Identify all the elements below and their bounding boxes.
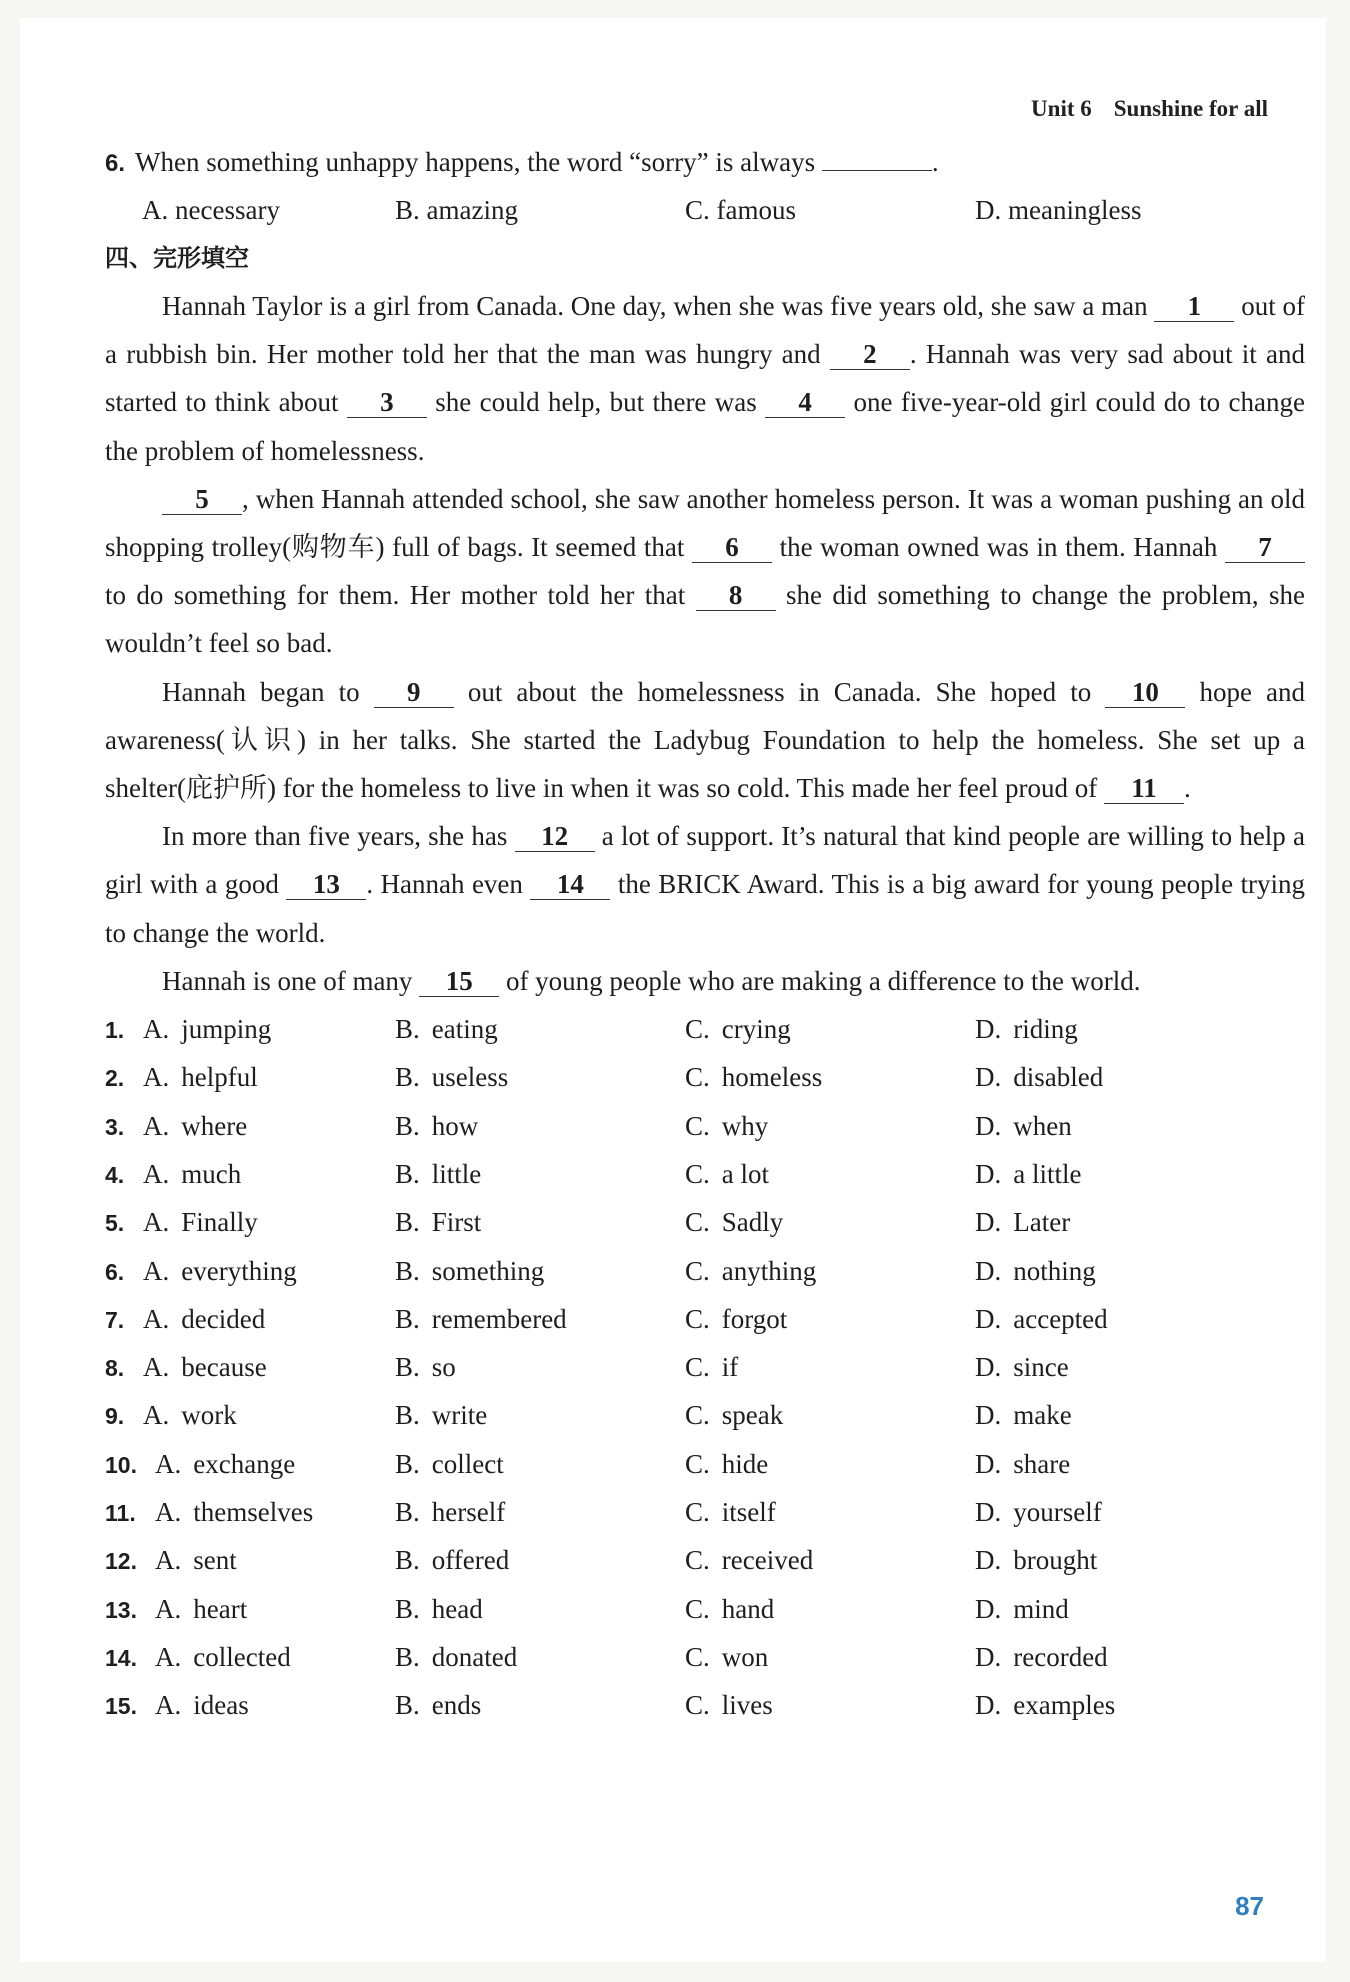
choice-option-c[interactable] (685, 1536, 975, 1584)
choice-option-b[interactable] (395, 1005, 685, 1053)
choice-word: anything (721, 1255, 817, 1286)
choice-word: lives (721, 1690, 773, 1721)
choice-option-a[interactable] (105, 1295, 395, 1343)
option-b[interactable]: B. amazing (395, 195, 518, 225)
choice-letter: D. (975, 1641, 1002, 1672)
choice-letter: B. (395, 1110, 420, 1141)
page-header (1031, 96, 1268, 122)
choice-word: yourself (1013, 1497, 1102, 1528)
choice-word: since (1013, 1352, 1069, 1383)
choice-letter: D. (975, 1255, 1002, 1286)
choice-option-c[interactable] (685, 1440, 975, 1488)
choice-option-a[interactable] (105, 1005, 395, 1053)
choice-letter: B. (395, 1255, 420, 1286)
choice-option-d[interactable] (975, 1681, 1275, 1729)
choice-word: because (181, 1352, 267, 1383)
choice-letter: B. (395, 1641, 420, 1672)
choice-letter: A. (143, 1400, 170, 1431)
passage-paragraph-2 (105, 475, 1305, 668)
choice-word: head (431, 1593, 483, 1624)
choice-row-15 (105, 1681, 1305, 1729)
option-a[interactable]: A. necessary (142, 195, 280, 225)
choice-option-a[interactable] (105, 1585, 395, 1633)
choice-number: 13. (105, 1596, 137, 1623)
passage-paragraph-5 (105, 957, 1305, 1005)
choice-letter: B. (395, 1352, 420, 1383)
choice-row-4 (105, 1150, 1305, 1198)
choice-word: a lot (721, 1158, 770, 1189)
choice-number: 7. (105, 1306, 125, 1333)
choice-letter: C. (685, 1448, 710, 1479)
choice-letter: A. (143, 1207, 170, 1238)
choice-letter: A. (143, 1255, 170, 1286)
choice-option-d[interactable] (975, 1295, 1275, 1343)
choice-word: how (431, 1110, 479, 1141)
choice-row-13 (105, 1585, 1305, 1633)
choice-letter: D. (975, 1448, 1002, 1479)
choice-word: homeless (721, 1062, 823, 1093)
choice-word: useless (431, 1062, 509, 1093)
choice-row-7 (105, 1295, 1305, 1343)
cloze-passage (105, 282, 1305, 1005)
choice-option-d[interactable] (975, 1633, 1275, 1681)
blank-12[interactable]: 12 (515, 821, 595, 852)
choice-letter: C. (685, 1255, 710, 1286)
choice-word: decided (181, 1303, 266, 1334)
page-content (105, 138, 1305, 1730)
choice-letter: B. (395, 1014, 420, 1045)
choice-letter: D. (975, 1400, 1002, 1431)
choice-option-c[interactable] (685, 1343, 975, 1391)
choice-letter: C. (685, 1303, 710, 1334)
choice-word: so (431, 1352, 456, 1383)
choice-option-c[interactable] (685, 1102, 975, 1150)
choice-option-a[interactable] (105, 1247, 395, 1295)
choice-option-b[interactable] (395, 1488, 685, 1536)
passage-text: . Hannah even (366, 869, 531, 900)
choice-option-c[interactable] (685, 1295, 975, 1343)
choice-option-d[interactable] (975, 1005, 1275, 1053)
choice-number: 14. (105, 1644, 137, 1671)
choice-letter: A. (143, 1158, 170, 1189)
choice-row-1 (105, 1005, 1305, 1053)
choice-option-d[interactable] (975, 1150, 1275, 1198)
choice-word: forgot (721, 1303, 788, 1334)
choice-option-b[interactable] (395, 1150, 685, 1198)
choice-word: Sadly (721, 1207, 784, 1238)
choice-letter: B. (395, 1448, 420, 1479)
choice-row-9 (105, 1391, 1305, 1439)
choice-option-b[interactable] (395, 1198, 685, 1246)
choice-word: donated (431, 1641, 518, 1672)
choice-option-d[interactable] (975, 1053, 1275, 1101)
choice-letter: D. (975, 1158, 1002, 1189)
choice-letter: B. (395, 1545, 420, 1576)
choice-row-12 (105, 1536, 1305, 1584)
choice-letter: C. (685, 1545, 710, 1576)
choice-letter: C. (685, 1641, 710, 1672)
choice-number: 3. (105, 1113, 125, 1140)
choice-letter: A. (155, 1593, 182, 1624)
passage-text: to do something for them. Her mother told her that (105, 580, 696, 611)
choice-letter: D. (975, 1352, 1002, 1383)
choice-option-c[interactable] (685, 1198, 975, 1246)
choice-option-d[interactable] (975, 1440, 1275, 1488)
choice-row-2 (105, 1053, 1305, 1101)
choice-option-c[interactable] (685, 1247, 975, 1295)
choice-word: mind (1013, 1593, 1069, 1624)
choice-letter: C. (685, 1110, 710, 1141)
blank-2[interactable]: 2 (830, 339, 910, 370)
choice-number: 10. (105, 1451, 137, 1478)
choice-word: nothing (1013, 1255, 1096, 1286)
choice-word: disabled (1013, 1062, 1104, 1093)
choice-number: 9. (105, 1403, 125, 1430)
passage-text: In more than five years, she has (162, 821, 515, 852)
passage-paragraph-1 (105, 282, 1305, 475)
page-number: 87 (1235, 1891, 1264, 1921)
choice-word: First (431, 1207, 482, 1238)
choice-letter: A. (155, 1497, 182, 1528)
blank-1[interactable]: 1 (1154, 291, 1234, 322)
choice-word: helpful (181, 1062, 258, 1093)
choice-letter: C. (685, 1158, 710, 1189)
choice-option-b[interactable] (395, 1585, 685, 1633)
choice-letter: A. (143, 1014, 170, 1045)
passage-text: she did something to change the problem, she wouldn’t feel so bad. (105, 580, 1305, 659)
choice-letter: B. (395, 1158, 420, 1189)
choice-letter: C. (685, 1400, 710, 1431)
choice-word: won (721, 1641, 769, 1672)
choice-option-c[interactable] (685, 1150, 975, 1198)
choice-option-a[interactable] (105, 1536, 395, 1584)
choice-letter: B. (395, 1207, 420, 1238)
choice-word: something (431, 1255, 545, 1286)
choice-option-c[interactable] (685, 1053, 975, 1101)
choice-option-b[interactable] (395, 1102, 685, 1150)
choice-letter: D. (975, 1593, 1002, 1624)
choice-option-b[interactable] (395, 1343, 685, 1391)
choice-option-d[interactable] (975, 1488, 1275, 1536)
choice-row-8 (105, 1343, 1305, 1391)
choice-word: offered (431, 1545, 510, 1576)
choice-word: collect (431, 1448, 504, 1479)
choice-option-a[interactable] (105, 1343, 395, 1391)
choice-row-14 (105, 1633, 1305, 1681)
choice-option-d[interactable] (975, 1247, 1275, 1295)
choice-word: sent (193, 1545, 237, 1576)
choice-letter: D. (975, 1497, 1002, 1528)
choice-letter: A. (155, 1545, 182, 1576)
choice-word: work (181, 1400, 237, 1431)
choice-letter: B. (395, 1400, 420, 1431)
choice-word: hide (721, 1448, 769, 1479)
choice-option-a[interactable] (105, 1053, 395, 1101)
choice-letter: C. (685, 1062, 710, 1093)
choice-row-10 (105, 1440, 1305, 1488)
choice-word: recorded (1013, 1641, 1108, 1672)
choice-word: itself (721, 1497, 776, 1528)
choice-letter: A. (155, 1641, 182, 1672)
passage-text: . (1184, 773, 1191, 804)
passage-text: , when Hannah attended school, she saw another homeless person. It was a woman pushing an old shopping trolley(购物车) full of bags. It seemed that (105, 483, 1305, 563)
option-c[interactable]: C. famous (685, 195, 796, 225)
passage-text: the woman owned was in them. Hannah (771, 532, 1225, 563)
choice-option-c[interactable] (685, 1681, 975, 1729)
choice-option-a[interactable] (105, 1440, 395, 1488)
unit-title: Sunshine for all (1113, 96, 1268, 121)
choice-option-a[interactable] (105, 1150, 395, 1198)
passage-text: of young people who are making a difference to the world. (499, 965, 1141, 996)
choice-word: much (181, 1158, 242, 1189)
choice-number: 15. (105, 1693, 137, 1720)
blank-6[interactable]: 6 (692, 532, 772, 563)
choice-word: speak (721, 1400, 784, 1431)
blank-10[interactable]: 10 (1105, 677, 1185, 708)
choice-option-b[interactable] (395, 1391, 685, 1439)
blank-4[interactable]: 4 (765, 387, 845, 418)
choice-letter: D. (975, 1207, 1002, 1238)
section-title: 四、完形填空 (105, 244, 249, 272)
choice-word: share (1013, 1448, 1071, 1479)
choice-letter: A. (143, 1303, 170, 1334)
choice-option-c[interactable] (685, 1633, 975, 1681)
choice-word: ideas (193, 1690, 249, 1721)
choice-option-c[interactable] (685, 1391, 975, 1439)
passage-text: out of a rubbish bin. Her mother told her that the man was hungry and (105, 291, 1305, 370)
choice-letter: B. (395, 1593, 420, 1624)
choice-option-a[interactable] (105, 1198, 395, 1246)
choice-option-a[interactable] (105, 1102, 395, 1150)
question-6-options (105, 186, 1305, 234)
choice-word: crying (721, 1014, 791, 1045)
passage-text: she could help, but there was (426, 387, 766, 418)
choice-word: examples (1013, 1690, 1116, 1721)
choice-letter: D. (975, 1690, 1002, 1721)
choice-word: heart (193, 1593, 248, 1624)
choice-option-b[interactable] (395, 1536, 685, 1584)
choice-row-11 (105, 1488, 1305, 1536)
choice-number: 5. (105, 1210, 125, 1237)
choice-letter: C. (685, 1352, 710, 1383)
choice-number: 8. (105, 1355, 125, 1382)
choice-letter: B. (395, 1062, 420, 1093)
choice-number: 1. (105, 1017, 125, 1044)
choice-letter: A. (143, 1062, 170, 1093)
choice-option-d[interactable] (975, 1536, 1275, 1584)
choice-option-d[interactable] (975, 1198, 1275, 1246)
choice-letter: B. (395, 1497, 420, 1528)
choice-option-c[interactable] (685, 1585, 975, 1633)
choice-option-d[interactable] (975, 1343, 1275, 1391)
choice-word: everything (181, 1255, 297, 1286)
choice-word: eating (431, 1014, 498, 1045)
choice-number: 12. (105, 1548, 137, 1575)
choice-word: when (1013, 1110, 1072, 1141)
choice-letter: C. (685, 1014, 710, 1045)
choice-option-b[interactable] (395, 1440, 685, 1488)
choice-option-d[interactable] (975, 1102, 1275, 1150)
choice-option-c[interactable] (685, 1005, 975, 1053)
choice-word: hand (721, 1593, 775, 1624)
passage-text: Hannah is one of many (162, 965, 420, 996)
choice-letter: D. (975, 1303, 1002, 1334)
choice-option-b[interactable] (395, 1633, 685, 1681)
choice-option-b[interactable] (395, 1053, 685, 1101)
passage-text: . Hannah was very sad about it and started to think about (105, 339, 1305, 418)
choice-word: received (721, 1545, 814, 1576)
passage-text: Hannah began to (162, 676, 374, 707)
choice-letter: C. (685, 1497, 710, 1528)
blank-13[interactable]: 13 (286, 869, 366, 900)
choice-letter: A. (143, 1352, 170, 1383)
blank-11[interactable]: 11 (1104, 773, 1184, 804)
passage-text: out about the homelessness in Canada. She hoped to (453, 676, 1106, 707)
passage-paragraph-4 (105, 812, 1305, 957)
choice-letter: D. (975, 1110, 1002, 1141)
blank-3[interactable]: 3 (347, 387, 427, 418)
workbook-page (20, 18, 1326, 1962)
choice-word: brought (1013, 1545, 1098, 1576)
choice-option-b[interactable] (395, 1295, 685, 1343)
choice-letter: B. (395, 1690, 420, 1721)
choice-word: make (1013, 1400, 1072, 1431)
passage-text: the BRICK Award. This is a big award for young people trying to change the world. (105, 869, 1306, 948)
choice-option-c[interactable] (685, 1488, 975, 1536)
choice-number: 4. (105, 1161, 125, 1188)
choice-letter: C. (685, 1690, 710, 1721)
choice-row-5 (105, 1198, 1305, 1246)
choice-option-a[interactable] (105, 1681, 395, 1729)
choice-word: if (721, 1352, 739, 1383)
choice-letter: B. (395, 1303, 420, 1334)
question-number: 6. (105, 150, 126, 177)
blank-9[interactable]: 9 (374, 677, 454, 708)
choice-word: remembered (431, 1303, 567, 1334)
blank-15[interactable]: 15 (419, 966, 499, 997)
cloze-choices (105, 1005, 1305, 1729)
passage-text: a lot of support. It’s natural that kind people are willing to help a girl with a good (105, 821, 1305, 900)
choice-letter: D. (975, 1545, 1002, 1576)
choice-word: Later (1013, 1207, 1071, 1238)
choice-word: why (721, 1110, 769, 1141)
choice-row-6 (105, 1247, 1305, 1295)
choice-letter: D. (975, 1014, 1002, 1045)
choice-option-d[interactable] (975, 1391, 1275, 1439)
choice-word: accepted (1013, 1303, 1108, 1334)
unit-label: Unit 6 (1031, 96, 1092, 121)
question-6 (105, 138, 1305, 186)
choice-number: 6. (105, 1258, 125, 1285)
blank-8[interactable]: 8 (696, 580, 776, 611)
choice-word: Finally (181, 1207, 258, 1238)
passage-text: hope and awareness(认识) in her talks. She started the Ladybug Foundation to help the homeless. She set up a shelter(庇护所) for the homeless to live in when it was so cold. This made her feel proud of (105, 676, 1306, 804)
blank-14[interactable]: 14 (530, 869, 610, 900)
choice-option-a[interactable] (105, 1391, 395, 1439)
choice-word: little (431, 1158, 482, 1189)
choice-number: 2. (105, 1065, 125, 1092)
choice-letter: A. (143, 1110, 170, 1141)
choice-letter: D. (975, 1062, 1002, 1093)
choice-option-b[interactable] (395, 1247, 685, 1295)
choice-option-a[interactable] (105, 1633, 395, 1681)
choice-word: herself (431, 1497, 506, 1528)
blank-5[interactable]: 5 (162, 484, 242, 515)
choice-word: a little (1013, 1158, 1082, 1189)
choice-option-a[interactable] (105, 1488, 395, 1536)
choice-word: exchange (193, 1448, 296, 1479)
choice-word: ends (431, 1690, 482, 1721)
choice-letter: C. (685, 1593, 710, 1624)
choice-word: collected (193, 1641, 291, 1672)
question-text: When something unhappy happens, the word “sorry” is always (135, 147, 816, 177)
question-end: . (931, 147, 939, 177)
choice-number: 11. (105, 1500, 136, 1527)
choice-word: where (181, 1110, 248, 1141)
choice-word: write (431, 1400, 488, 1431)
choice-letter: A. (155, 1448, 182, 1479)
blank-7[interactable]: 7 (1225, 532, 1305, 563)
option-d[interactable]: D. meaningless (975, 195, 1142, 225)
passage-text: one five-year-old girl could do to change the problem of homelessness. (105, 387, 1305, 466)
choice-word: jumping (181, 1014, 272, 1045)
answer-blank[interactable] (822, 142, 932, 171)
choice-word: riding (1013, 1014, 1078, 1045)
choice-row-3 (105, 1102, 1305, 1150)
choice-word: themselves (193, 1497, 314, 1528)
choice-letter: C. (685, 1207, 710, 1238)
choice-option-d[interactable] (975, 1585, 1275, 1633)
passage-paragraph-3 (105, 668, 1305, 813)
passage-text: Hannah Taylor is a girl from Canada. One day, when she was five years old, she saw a man (162, 291, 1155, 321)
choice-letter: A. (155, 1690, 182, 1721)
choice-option-b[interactable] (395, 1681, 685, 1729)
